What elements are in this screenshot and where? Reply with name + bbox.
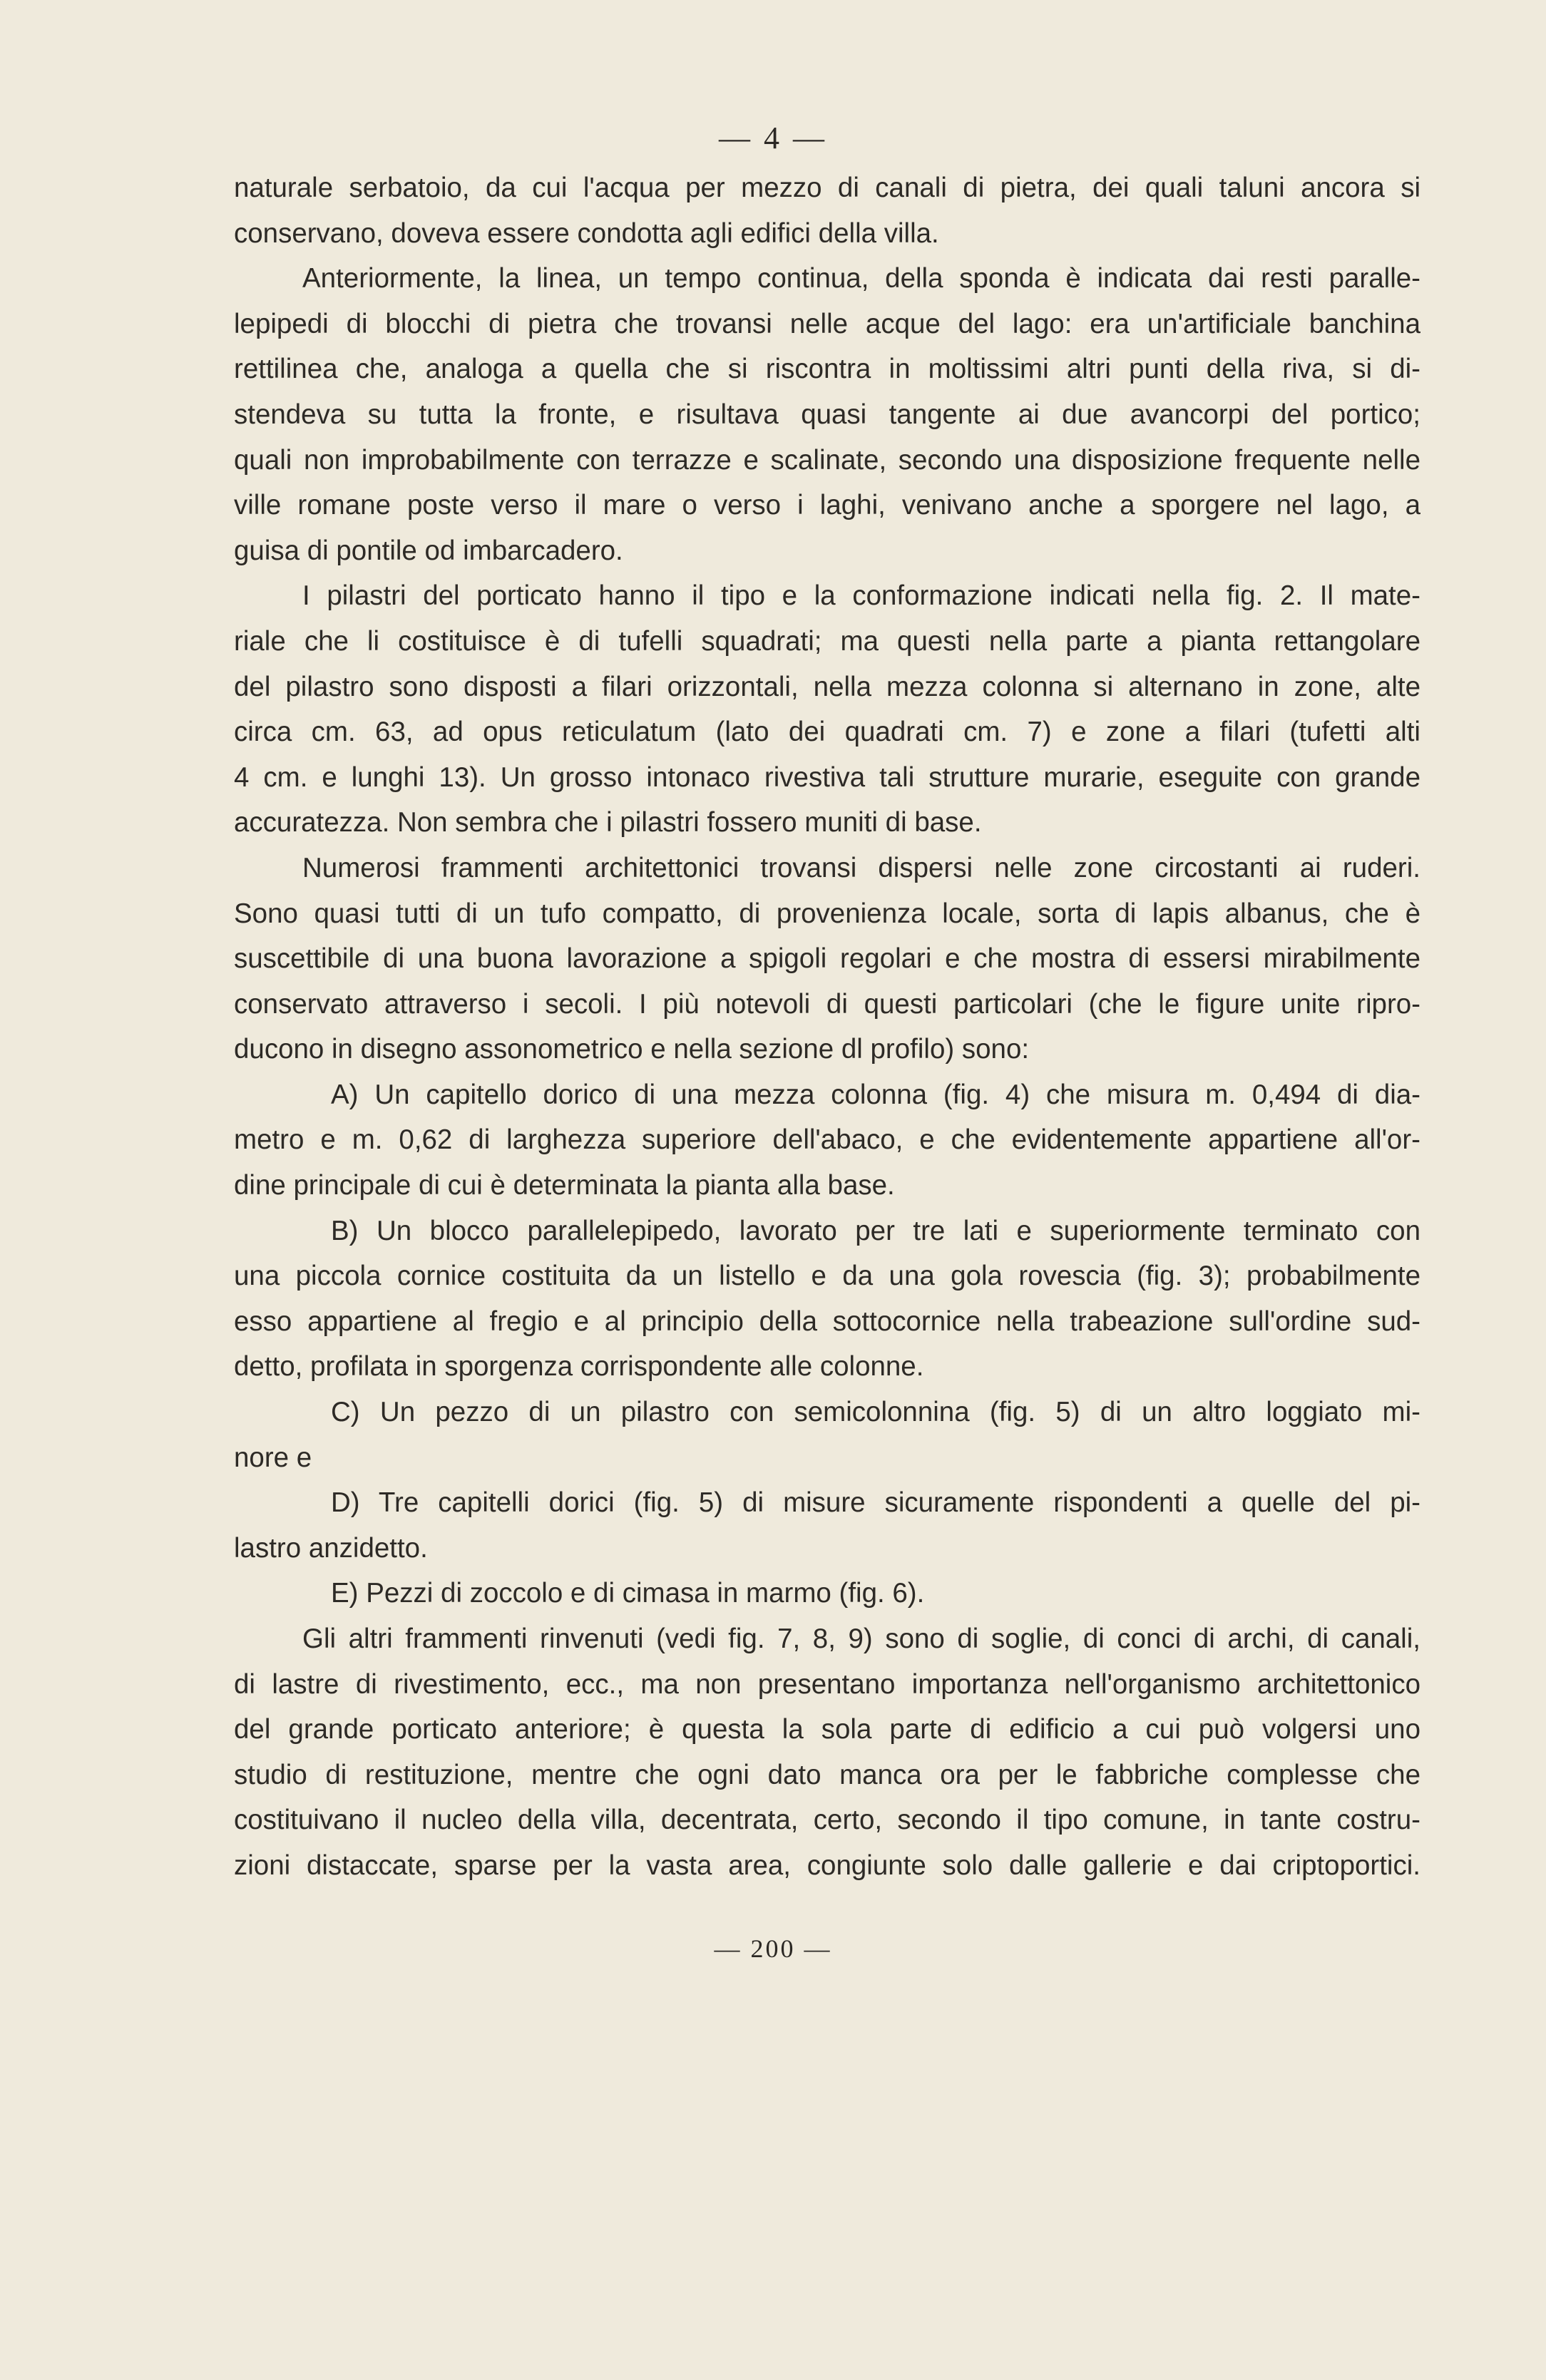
body-text: [234, 165, 1420, 1889]
text-line: suscettibile di una buona lavorazione a spigoli regolari e che mostra di essersi mirabilmente: [234, 943, 1420, 975]
text-line: di lastre di rivestimento, ecc., ma non presentano importanza nell'organismo architettonico: [234, 1668, 1420, 1700]
text-line: lastro anzidetto.: [234, 1532, 428, 1564]
text-line: conservano, doveva essere condotta agli edifici della villa.: [234, 217, 939, 249]
text-line: D) Tre capitelli dorici (fig. 5) di misure sicuramente rispondenti a quelle del pi-: [331, 1487, 1420, 1519]
text-line: metro e m. 0,62 di larghezza superiore dell'abaco, e che evidentemente appartiene all'or-: [234, 1124, 1420, 1156]
text-line: 4 cm. e lunghi 13). Un grosso intonaco rivestiva tali strutture murarie, eseguite con grande: [234, 761, 1420, 793]
text-line: ville romane poste verso il mare o verso i laghi, venivano anche a sporgere nel lago, a: [234, 490, 1420, 521]
text-line: riale che li costituisce è di tufelli squadrati; ma questi nella parte a pianta rettangolare: [234, 625, 1420, 657]
page-number-footer: — 200 —: [714, 1934, 832, 1963]
text-line: quali non improbabilmente con terrazze e scalinate, secondo una disposizione frequente nelle: [234, 444, 1420, 476]
text-line: Numerosi frammenti architettonici trovansi dispersi nelle zone circostanti ai ruderi.: [302, 852, 1420, 883]
text-line: circa cm. 63, ad opus reticulatum (lato dei quadrati cm. 7) e zone a filari (tufetti alti: [234, 717, 1420, 748]
text-line: una piccola cornice costituita da un listello e da una gola rovescia (fig. 3); probabilmente: [234, 1261, 1420, 1292]
page-number-header: — 4 —: [719, 120, 827, 155]
text-line: I pilastri del porticato hanno il tipo e la conformazione indicati nella fig. 2. Il mate-: [302, 580, 1420, 612]
text-line: zioni distaccate, sparse per la vasta area, congiunte solo dalle gallerie e dai criptoportici.: [234, 1850, 1420, 1881]
text-line: dine principale di cui è determinata la pianta alla base.: [234, 1170, 895, 1201]
text-line: accuratezza. Non sembra che i pilastri fossero muniti di base.: [234, 807, 982, 838]
text-line: Gli altri frammenti rinvenuti (vedi fig. 7, 8, 9) sono di soglie, di conci di archi, di canali,: [302, 1624, 1420, 1654]
text-line: del grande porticato anteriore; è questa la sola parte di edificio a cui può volgersi uno: [234, 1714, 1420, 1745]
text-line: Sono quasi tutti di un tufo compatto, di provenienza locale, sorta di lapis albanus, che è: [234, 898, 1420, 929]
text-line: lepipedi di blocchi di pietra che trovansi nelle acque del lago: era un'artificiale banchina: [234, 308, 1420, 339]
text-line: naturale serbatoio, da cui l'acqua per mezzo di canali di pietra, dei quali taluni ancora si: [234, 173, 1420, 203]
text-line: Anteriormente, la linea, un tempo continua, della sponda è indicata dai resti paralle-: [302, 263, 1420, 294]
text-line: nore e: [234, 1442, 312, 1473]
text-line: guisa di pontile od imbarcadero.: [234, 535, 623, 566]
text-line: rettilinea che, analoga a quella che si riscontra in moltissimi altri punti della riva, si di-: [234, 354, 1420, 385]
text-line: detto, profilata in sporgenza corrispondente alle colonne.: [234, 1351, 924, 1383]
text-line: stendeva su tutta la fronte, e risultava quasi tangente ai due avancorpi del portico;: [234, 399, 1420, 430]
text-line: esso appartiene al fregio e al principio della sottocornice nella trabeazione sull'ordine sud-: [234, 1306, 1420, 1337]
text-line: B) Un blocco parallelepipedo, lavorato per tre lati e superiormente terminato con: [331, 1215, 1420, 1246]
text-line: del pilastro sono disposti a filari orizzontali, nella mezza colonna si alternano in zone, alte: [234, 671, 1420, 702]
text-line: conservato attraverso i secoli. I più notevoli di questi particolari (che le figure unite ripro-: [234, 988, 1420, 1020]
text-line: costituivano il nucleo della villa, decentrata, certo, secondo il tipo comune, in tante costru-: [234, 1805, 1420, 1836]
text-line: studio di restituzione, mentre che ogni dato manca ora per le fabbriche complesse che: [234, 1759, 1420, 1790]
text-line: E) Pezzi di zoccolo e di cimasa in marmo (fig. 6).: [331, 1578, 925, 1609]
text-line: C) Un pezzo di un pilastro con semicolonnina (fig. 5) di un altro loggiato mi-: [331, 1397, 1420, 1428]
text-line: A) Un capitello dorico di una mezza colonna (fig. 4) che misura m. 0,494 di dia-: [331, 1079, 1420, 1110]
text-line: ducono in disegno assonometrico e nella sezione dl profilo) sono:: [234, 1034, 1030, 1065]
